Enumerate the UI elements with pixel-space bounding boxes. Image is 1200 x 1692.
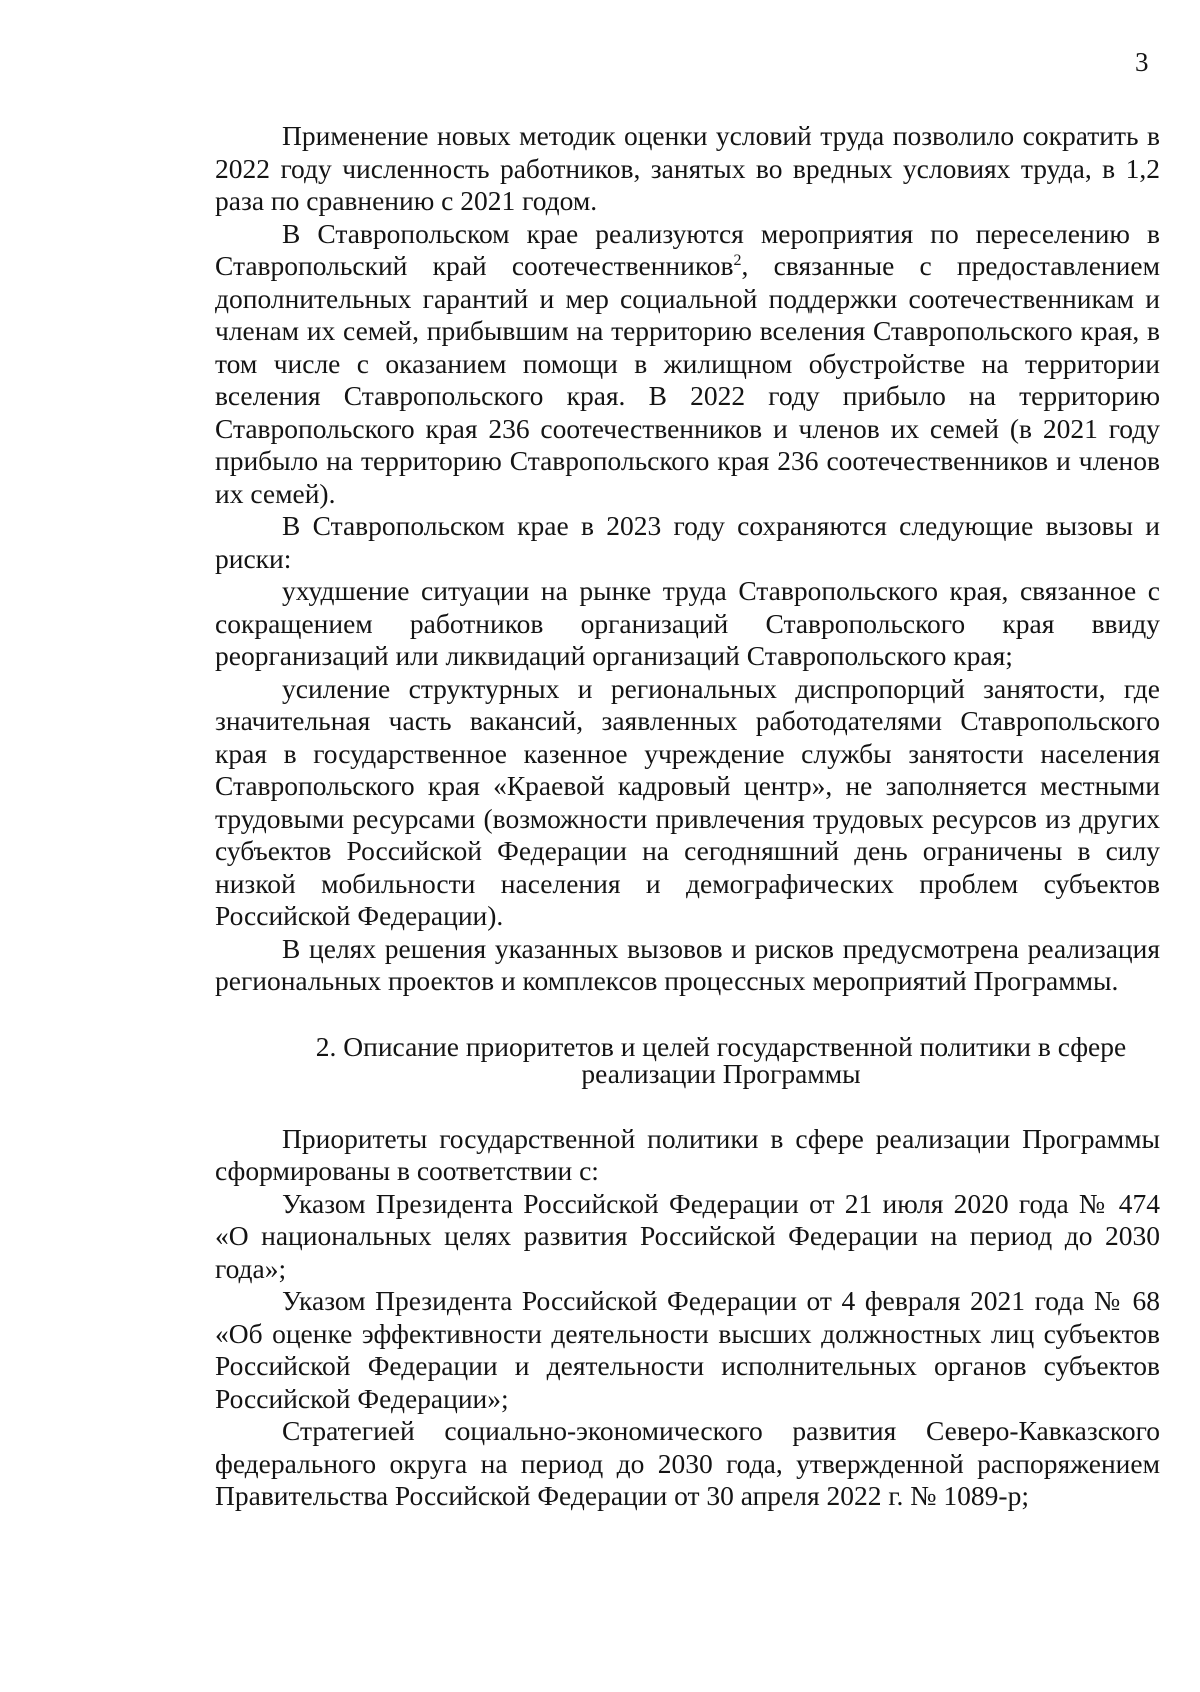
paragraph-risk-disproportions: усиление структурных и региональных диспропорций занятости, где значительная часть вакансий, заявленных работодателями Ставропольского края в государственное казенное учреждение службы занятости населения Ставропольского края «Краевой кадровый центр», не заполняется местными трудовыми ресурсами (возможности привлечения трудовых ресурсов из других субъектов Российской Федерации на сегодняшний день ограничены в силу низкой мобильности населения и демографических проблем субъектов Российской Федерации).	[215, 672, 1160, 931]
paragraph-challenges-intro: В Ставропольском крае в 2023 году сохраняются следующие вызовы и риски:	[215, 510, 1160, 574]
paragraph-decree-474: Указом Президента Российской Федерации от 21 июля 2020 года № 474 «О национальных целях развития Российской Федерации на период до 2030 года»;	[215, 1187, 1160, 1284]
paragraph-resettlement-rest: , связанные с предоставлением дополнительных гарантий и мер социальной поддержки соотечественникам и членам их семей, прибывшим на территорию вселения Ставропольского края, в том числе с оказанием помощи в жилищном обустройстве на территории вселения Ставропольского края. В 2022 году прибыло на территорию Ставропольского края 236 соотечественников и членов их семей (в 2021 году прибыло на территорию Ставропольского края 236 соотечественников и членов их семей).	[215, 250, 1160, 509]
document-body	[215, 120, 1160, 1513]
section-heading-line-1: 2. Описание приоритетов и целей государственной политики в сфере	[315, 1030, 1127, 1062]
section-heading-line-2: реализации Программы	[581, 1057, 861, 1089]
paragraph-risk-labor-market: ухудшение ситуации на рынке труда Ставропольского края, связанное с сокращением работников организаций Ставропольского края ввиду реорганизаций или ликвидаций организаций Ставропольского края;	[215, 575, 1160, 671]
page-number: 3	[1135, 47, 1149, 77]
paragraph-labor-conditions: Применение новых методик оценки условий труда позволило сократить в 2022 году численность работников, занятых во вредных условиях труда, в 1,2 раза по сравнению с 2021 годом.	[215, 120, 1160, 216]
section-heading	[215, 1030, 1160, 1089]
paragraph-decree-68: Указом Президента Российской Федерации от 4 февраля 2021 года № 68 «Об оценке эффективности деятельности высших должностных лиц субъектов Российской Федерации и деятельности исполнительных органов субъектов Российской Федерации»;	[215, 1285, 1160, 1414]
paragraph-resettlement	[215, 218, 1160, 511]
footnote-marker: 2	[733, 251, 742, 269]
paragraph-strategy-nkfo: Стратегией социально-экономического развития Северо-Кавказского федерального округа на период до 2030 года, утвержденной распоряжением Правительства Российской Федерации от 30 апреля 2022 г. № 1089-р;	[215, 1415, 1160, 1511]
paragraph-solutions: В целях решения указанных вызовов и рисков предусмотрена реализация региональных проектов и комплексов процессных мероприятий Программы.	[215, 932, 1160, 996]
paragraph-priorities: Приоритеты государственной политики в сфере реализации Программы сформированы в соответствии с:	[215, 1122, 1160, 1186]
paragraph-resettlement-start: В Ставропольском крае реализуются мероприятия по переселению в Ставропольский край соотечественников	[215, 217, 1160, 281]
